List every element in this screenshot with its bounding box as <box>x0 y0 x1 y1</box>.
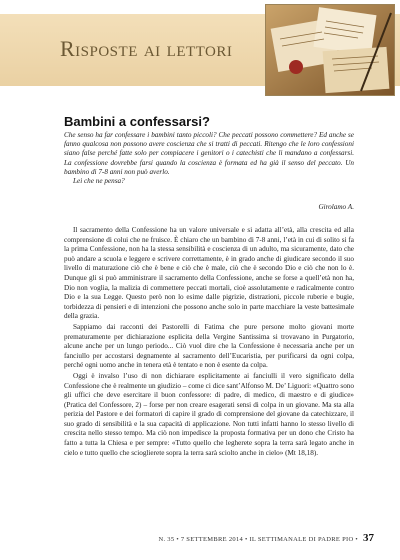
article-title: Bambini a confessarsi? <box>64 114 210 129</box>
answer-paragraph: Oggi è invalso l’uso di non dichiarare esplicitamente ai fanciulli il vero significato della Confessione che è realmente un giudizio – come ci dice sant’Alfonso M. De’ Liguori: «Quattro sono gli uffici che deve esercitare il buon confessore: di padre, di medico, di maestro e di giudice» (Pratica del Confessore, 2) – forse per non creare esagerati sensi di colpa in un giovane. Ma sta alla perizia del Pastore e dei formatori di capire il grado di comprensione del giovane da catechizzare, il suo grado di sensibilità e la sua capacità di applicazione. Non tutti infatti hanno lo stesso livello di crescita nello stesso tempo. Ma ciò non impedisce la proposta formativa per un dono che Cristo ha fatto a tutta la Chiesa e per sempre: «Tutto quello che legherete sopra la terra sarà legato anche in cielo e tutto quello che scioglierete sopra la terra sarà sciolto anche in cielo» (Mt 18,18). <box>64 371 354 457</box>
question-paragraph: Che senso ha far confessare i bambini tanto piccoli? Che peccati possono commettere? Ed anche se fanno qualcosa non possono avere coscienza che si tratti di peccati. Ritengo che le loro confessioni siano false perché fatte solo per compiacere i genitori o i catechisti che li mandano a confessarsi. La confessione dovrebbe farsi quando la coscienza è formata ed ha già il senso del peccato. Un bambino di 7-8 anni non può averlo. <box>64 131 354 176</box>
question-paragraph: Lei che ne pensa? <box>73 177 125 186</box>
answer-body <box>64 226 354 459</box>
header-photo <box>265 4 395 96</box>
reader-question <box>64 131 354 186</box>
answer-paragraph: Sappiamo dai racconti dei Pastorelli di Fatima che pure persone molto giovani morte prematuramente per dichiarazione esplicita della Vergine Santissima si trovavano in Purgatorio, alcune anche per un lungo periodo... Ciò vuol dire che la Confessione è necessaria anche per un fanciullo per accostarsi degnamente al sacramento dell’Eucaristia, per purificarsi da ogni colpa, perché ogni uomo anche in tenera età è tentato e non è esente da colpa. <box>64 322 354 370</box>
answer-paragraph: Il sacramento della Confessione ha un valore universale e si adatta all’età, alla crescita ed alla comprensione di colui che ne fruisce. È chiaro che un bambino di 7-8 anni, l’età in cui di solito si fa la prima Confessione, non ha la stessa sensibilità e coscienza di un adulto, ma sicuramente, dato che può andare a scuola e leggere e scrivere correttamente, è in grado anche di giudicare secondo il suo livello di maturazione ciò che è bene e ciò che è male, ciò che è secondo Dio e ciò che non lo è. Dunque gli si può amministrare il sacramento della Confessione, anche se forse a quell’età non ha, Dio non voglia, la malizia di commettere peccati mortali, cioè assolutamente e radicalmente contro Dio e la sua Legge. Questo però non lo esime dalle pigrizie, distrazioni, piccole ruberie e bugie, torbidezza di pensieri e di intenzioni che possono anche solo in parte macchiare la veste battesimale della grazia. <box>64 226 354 321</box>
page-footer <box>64 532 374 546</box>
issue-info: N. 35 • 7 SETTEMBRE 2014 • IL SETTIMANALE DI PADRE PIO • <box>158 536 358 543</box>
letters-photo-image <box>266 5 395 96</box>
section-title: Risposte ai lettori <box>60 36 233 61</box>
page-number: 37 <box>363 532 374 544</box>
reader-signature: Girolamo A. <box>318 203 354 211</box>
